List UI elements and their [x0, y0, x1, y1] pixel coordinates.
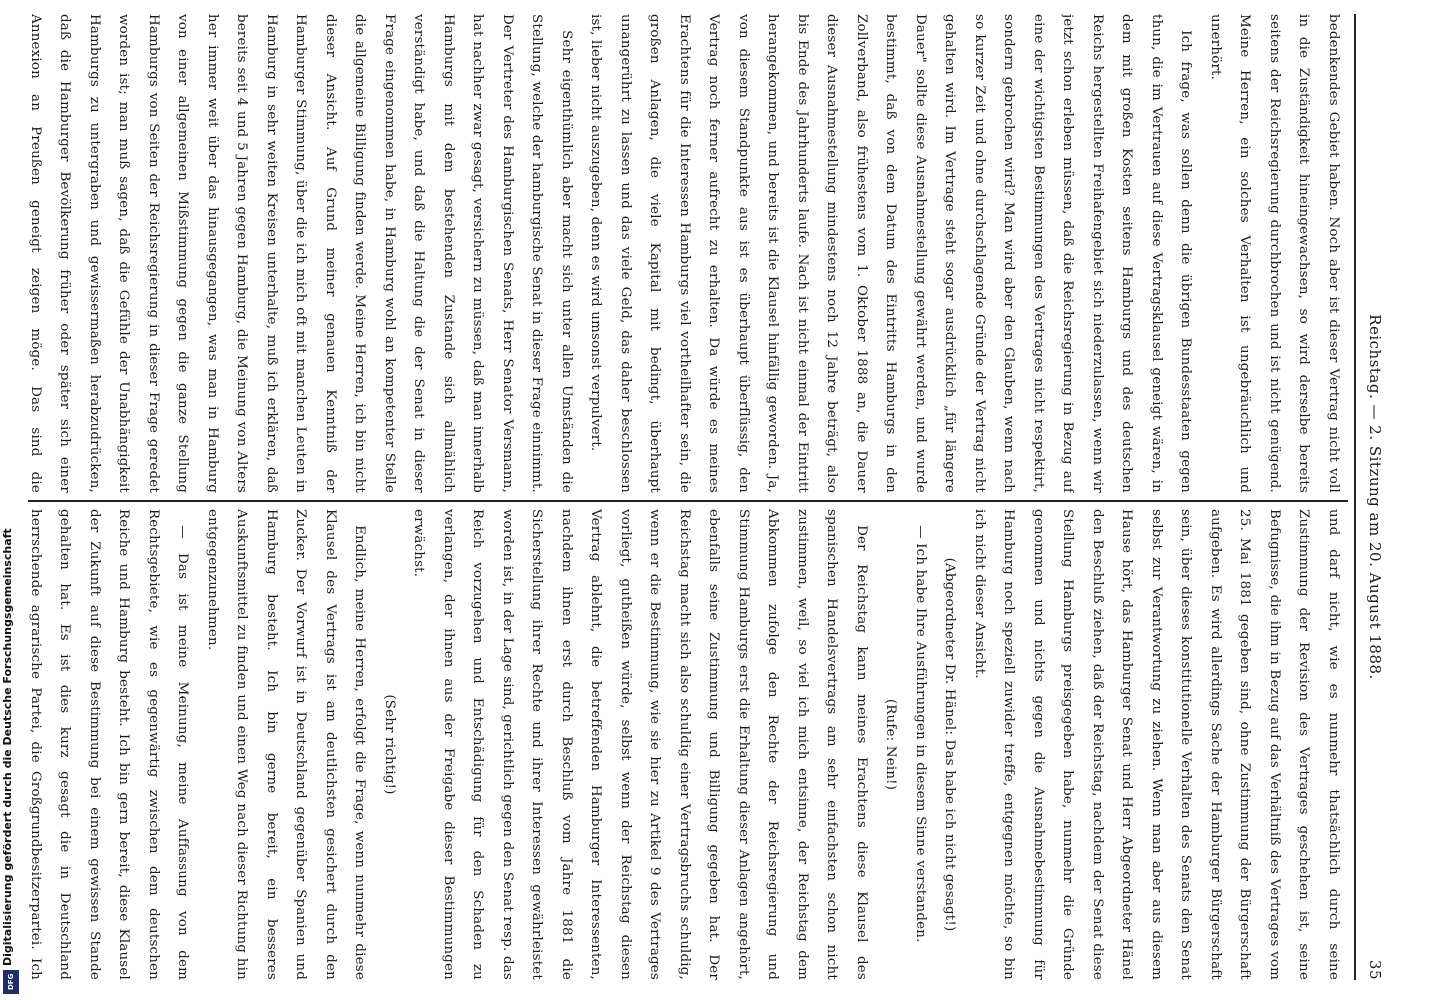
column-divider [28, 500, 1348, 502]
page-number: 35 [1366, 959, 1384, 980]
paragraph: und darf nicht, wie es nunmehr thatsächlich durch seine Zustimmung der Revision des Vertrages geschehen ist, seine Befugnisse, die ihm in Bezug auf das Verhältniß des Vertrages vom 25. Mai 1881 gegeben sind, ohne Zustimmung der Bürgerschaft aufgeben. Es wird allerdings Sache der Hamburger Bürgerschaft sein, über dieses konstitutionelle Verhalten des Senats den Senat selbst zur Verantwortung zu ziehen. Wenn man aber aus diesem Hause hört, das Hamburger Senat und Herr Abgeordneter Hänel den Beschluß ziehen, daß der Reichstag, nachdem der Senat diese Stellung Hamburgs preisgegeben habe, nunmehr die Gründe genommen und nichts gegen die Ausnahmebestimmung für Hamburg noch speziell zuwider treffe, entgegnen möchte, so bin ich nicht dieser Ansicht. [972, 509, 1341, 980]
paragraph: Endlich, meine Herren, erfolgt die Frage, wenn nunmehr diese Klausel des Vertrags ist am deutlichsten gesichert durch den Zucker. Der Vorwurf ist in Deutschland gegenüber Spanien und Hamburg besteht. Ich bin gerne bereit, ein besseres Auskunftsmittel zu finden und einen Weg nach dieser Richtung hin entgegenzunehmen. [205, 509, 368, 980]
paragraph: — Das ist meine Meinung, meine Auffassung von dem Rechtsgebiete, wie es gegenwärtig zwischen dem deutschen Reiche und Hamburg besteht. Ich bin gern bereit, diese Klausel der Zukunft auf diese Bestimmung bei einem gewissen Stande gehalten hat. Es ist dies kurz gesagt die in Deutschland herrschende agrarische Partei, die Großgrundbesitzerpartei. Ich [28, 509, 191, 980]
funding-credit: Digitalisierung gefördert durch die Deutsche Forschungsgemeinschaft [1, 528, 14, 966]
paragraph: — Ich habe Ihre Ausführungen in diesem Sinne verstanden. [913, 525, 928, 943]
left-column [28, 14, 1348, 493]
dfg-logo-icon: DFG [3, 970, 19, 994]
paragraph: Ich frage, was sollen denn die übrigen Bundesstaaten gegen thun, die im Vertrauen auf diese Vertragsklausel geneigt wären, in dem mit großen Kosten seitens Hamburgs und des deutschen Reichs hergestellten Freihafengebiet sich niederzulassen, wenn wir jetzt schon erleben müssen, daß die Reichsregierung in Bezug auf eine der wichtigsten Bestimmungen des Vertrages nicht respektirt, sondern gebrochen wird? Man wird aber den Glauben, wenn nach so kurzer Zeit und ohne durchschlagende Gründe der Vertrag nicht gehalten wird. Im Vertrage steht sogar ausdrücklich „für längere Dauer" sollte diese Ausnahmestellung gewährt werden, und wurde bestimmt, daß von dem Datum des Eintritts Hamburgs in den Zollverband, also frühestens vom 1. Oktober 1888 an, die Dauer dieser Ausnahmestellung mindestens noch 12 Jahre beträgt, also bis Ende des Jahrhunderts laufe. Nach ist nicht einmal der Eintritt herangekommen, und bereits ist die Klausel hinfällig geworden. Ja, von diesem Standpunkte aus ist es überhaupt überflüssig, den Vertrag noch ferner aufrecht zu erhalten. Da würde es meines Erachtens für die Interessen Hamburgs viel vortheilhafter sein, die großen Anlagen, die viele Kapital mit bedingt, überhaupt unangerührt zu lassen und das viele Geld, das daher beschlossen ist, lieber nicht auszugeben, denn es wird umsonst verpulvert. [588, 14, 1194, 493]
running-header [1358, 14, 1392, 980]
header-rule [1354, 14, 1356, 980]
interjection: (Sehr richtig!) [382, 694, 397, 795]
header-title: Reichstag. — 2. Sitzung am 20. August 1888. [1366, 314, 1384, 680]
digitization-footer [0, 0, 22, 1000]
paragraph: bedenkendes Gebiet haben. Noch aber ist dieser Vertrag nicht voll in die Zuständigkeit hineingewachsen, so wird derselbe bereits seitens der Reichsregierung durchbrochen und ist nicht genügend. Meine Herren, ein solches Verhalten ist ungebräuchlich und unerhört. [1208, 14, 1341, 493]
interjection: (Abgeordneter Dr. Hänel: Das habe ich nicht gesagt!) [942, 557, 958, 932]
paragraph: Sehr eigenthümlich aber macht sich unter allen Umständen die Stellung, welche der hamburgische Senat in dieser Frage einnimmt. Der Vertreter des Hamburgischen Senats, Herr Senator Versmann, hat nachher zwar gesagt, versichern zu müssen, daß man innerhalb Hamburgs mit dem bestehenden Zustande sich allmählich verständigt habe, und daß die Haltung die der Senat in dieser Frage eingenommen habe, in Hamburg wohl an kompetenter Stelle die allgemeine Billigung finden werde. Meine Herren, ich bin nicht dieser Ansicht. Auf Grund meiner genauen Kenntniß der Hamburger Stimmung, über die ich mich oft mit manchen Leuten in Hamburg in sehr weiten Kreisen unterhalte, muß ich erklären, daß bereits seit 4 und 5 Jahren gegen Hamburg, die Meinung von Alters her immer weit über das hinausgegangen, was man in Hamburg von einer allgemeinen Mißstimmung gegen die ganze Stellung Hamburgs von Seiten der Reichsregierung in dieser Frage geredet worden ist; man muß sagen, daß die Gefühle der Unabhängigkeit Hamburgs zu untergraben und gewissermaßen herabzudrücken, daß die Hamburger Bevölkerung früher oder später sich einer Annexion an Preußen geneigt zeigen möge. Das sind die [28, 14, 574, 493]
paragraph: Der Reichstag kann meines Erachtens diese Klausel des spanischen Handelsvertrags am sehr einfachsten schon nicht zustimmen, weil, so viel ich mich entsinne, der Reichstag dem Abkommen zufolge den Rechte der Reichsregierung und Stimmung Hamburgs erst die Erhaltung dieser Anlagen angehört, ebenfalls seine Zustimmung und Billigung gegeben hat. Der Reichstag macht sich also schuldig einer Vertragsbruchs schuldig, wenn er die Bestimmung, wie sie hier zu Artikel 9 des Vertrages vorliegt, gutheißen würde, selbst wenn der Reichstag diesen Vertrag ablehnt, die betreffenden Hamburger Interessenten, nachdem ihnen erst durch Beschluß vom Jahre 1881 die Sicherstellung ihrer Rechte und ihrer Interessen gewährleistet worden ist, in der Lage sind, gerichtlich gegen den Senat resp. das Reich vorzugehen und Entschädigung für den Schaden zu verlangen, der ihnen aus der Freigabe dieser Bestimmungen erwächst. [411, 509, 869, 980]
right-column [28, 509, 1348, 980]
interjection: (Rufe: Nein!) [883, 698, 899, 791]
